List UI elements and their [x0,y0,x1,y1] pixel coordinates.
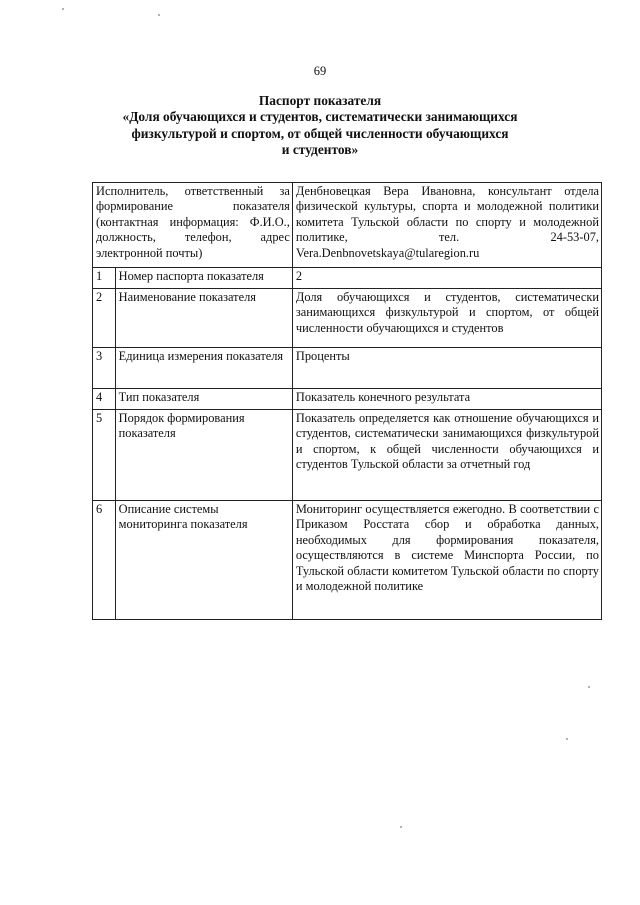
executor-value: Денбновецкая Вера Ивановна, консультант отдела физической культуры, спорта и молодежной политики комитета Тульской области по спорту и молодежной политике, тел. 24-53-07, Vera.Denbnovetskaya@tularegion.ru [292,183,601,268]
title-line-3: физкультурой и спортом, от общей численности обучающихся [131,125,509,141]
document-title [90,93,550,158]
row-number: 3 [93,348,116,389]
row-number: 1 [93,268,116,289]
row-label: Номер паспорта показателя [115,268,292,289]
table-row [93,289,602,348]
table-row [93,348,602,389]
executor-label: Исполнитель, ответственный за формирование показателя (контактная информация: Ф.И.О., должность, телефон, адрес электронной почты) [93,183,293,268]
row-label: Наименование показателя [115,289,292,348]
row-number: 6 [93,501,116,620]
scan-speck [62,8,64,10]
table-row [93,501,602,620]
page-number: 69 [313,64,327,78]
row-value: Проценты [292,348,601,389]
scan-speck [400,826,402,828]
row-number: 5 [93,410,116,501]
title-line-4: и студентов» [281,141,359,157]
row-number: 2 [93,289,116,348]
row-label: Порядок формирования показателя [115,410,292,501]
table-row [93,389,602,410]
scan-speck [566,738,568,740]
table-row [93,268,602,289]
table-row-executor [93,183,602,268]
row-value: Мониторинг осуществляется ежегодно. В соответствии с Приказом Росстата сбор и обработка данных, необходимых для формирования показателя, осуществляются в системе Минспорта России, по Тульской области комитетом Тульской области по спорту и молодежной политике [292,501,601,620]
indicator-passport-table [92,182,602,620]
row-value: 2 [292,268,601,289]
scan-speck [158,14,160,16]
title-line-1: Паспорт показателя [258,93,382,108]
row-label: Единица измерения показателя [115,348,292,389]
title-line-2: «Доля обучающихся и студентов, систематически занимающихся [122,109,518,125]
row-number: 4 [93,389,116,410]
row-value: Доля обучающихся и студентов, систематически занимающихся физкультурой и спортом, от общей численности обучающихся и студентов [292,289,601,348]
row-label: Тип показателя [115,389,292,410]
row-value: Показатель определяется как отношение обучающихся и студентов, систематически занимающихся физкультурой и спортом, к общей численности обучающихся и студентов Тульской области за отчетный год [292,410,601,501]
row-label: Описание системы мониторинга показателя [115,501,292,620]
scan-speck [588,686,590,688]
row-value: Показатель конечного результата [292,389,601,410]
table-row [93,410,602,501]
